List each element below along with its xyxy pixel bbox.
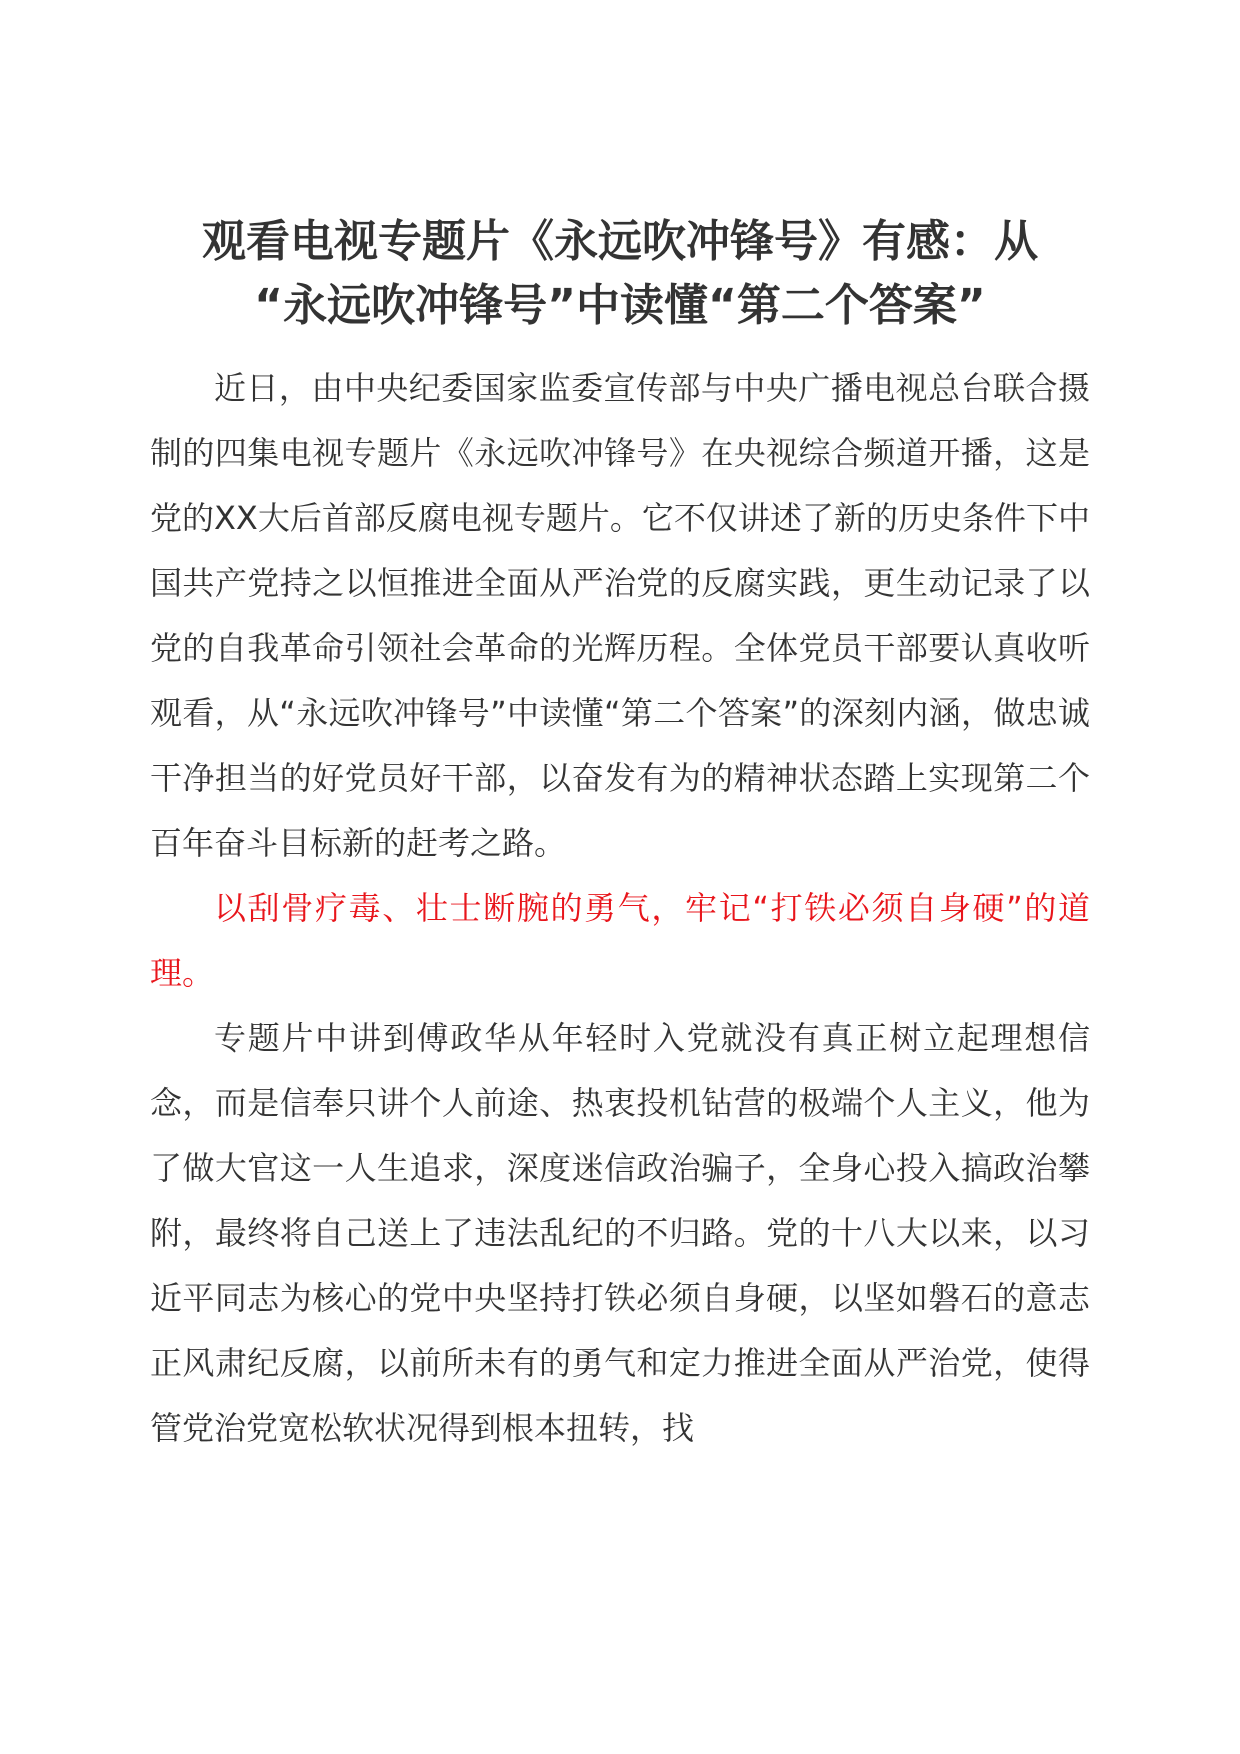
title-line-1: 观看电视专题片《永远吹冲锋号》有感：从 xyxy=(202,216,1038,267)
body-paragraph-intro: 近日，由中央纪委国家监委宣传部与中央广播电视总台联合摄制的四集电视专题片《永远吹冲锋号》在央视综合频道开播，这是党的XX大后首部反腐电视专题片。它不仅讲述了新的历史条件下中国共产党持之以恒推进全面从严治党的反腐实践，更生动记录了以党的自我革命引领社会革命的光辉历程。全体党员干部要认真收听观看，从“永远吹冲锋号”中读懂“第二个答案”的深刻内涵，做忠诚干净担当的好党员好干部，以奋发有为的精神状态踏上实现第二个百年奋斗目标新的赶考之路。 xyxy=(150,369,1090,862)
section-heading-red: 以刮骨疗毒、壮士断腕的勇气，牢记“打铁必须自身硬”的道理。 xyxy=(150,889,1090,992)
document-page xyxy=(150,210,1090,1461)
document-title xyxy=(150,210,1090,338)
body-paragraph-section: 专题片中讲到傅政华从年轻时入党就没有真正树立起理想信念，而是信奉只讲个人前途、热衷投机钻营的极端个人主义，他为了做大官这一人生追求，深度迷信政治骗子，全身心投入搞政治攀附，最终将自己送上了违法乱纪的不归路。党的十八大以来，以习近平同志为核心的党中央坚持打铁必须自身硬，以坚如磐石的意志正风肃纪反腐，以前所未有的勇气和定力推进全面从严治党，使得管党治党宽松软状况得到根本扭转，找 xyxy=(150,1019,1090,1447)
title-line-2: “永远吹冲锋号”中读懂“第二个答案” xyxy=(254,280,986,331)
